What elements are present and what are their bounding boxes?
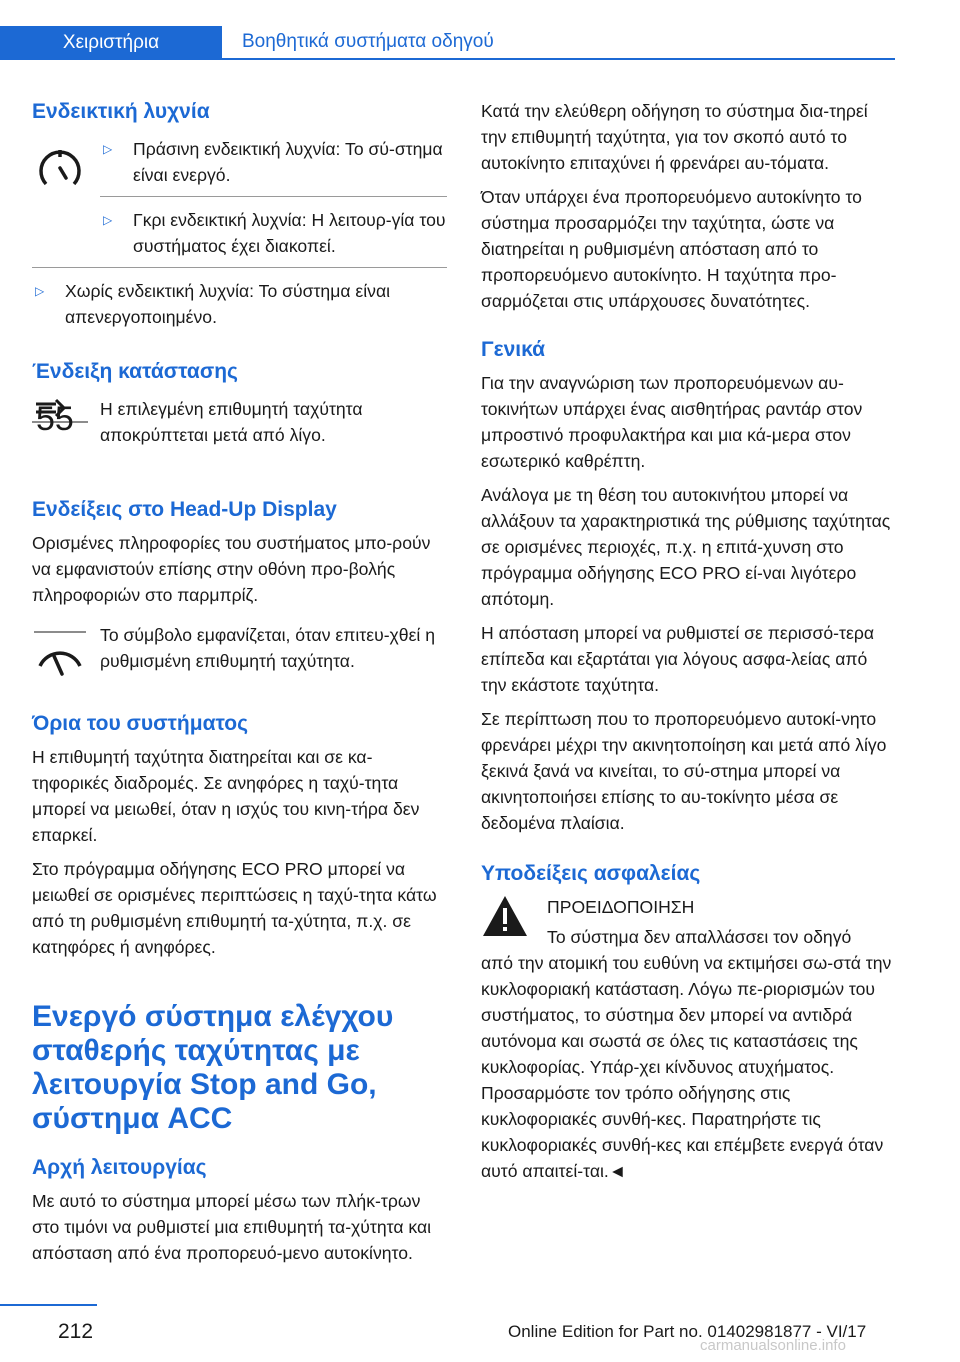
divider <box>32 267 447 268</box>
left-column <box>32 98 447 1274</box>
heading-safety: Υποδείξεις ασφαλείας <box>481 862 701 885</box>
heading-indicator-lamp: Ενδεικτική λυχνία <box>32 100 210 123</box>
heading-operating-principle: Αρχή λειτουργίας <box>32 1156 207 1179</box>
limits-paragraph: Η επιθυμητή ταχύτητα διατηρείται και σε κα-τηφορικές διαδρομές. Σε ανηφόρες η ταχύ-τητα μπορεί να μειωθεί, όταν η ισχύς του κινη-τήρα δεν επαρκεί. <box>32 747 420 845</box>
heading-general: Γενικά <box>481 338 546 361</box>
list-item: ▷ Χωρίς ενδεικτική λυχνία: Το σύστημα είναι απενεργοποιημένο. <box>32 278 447 330</box>
triangle-bullet-icon: ▷ <box>103 142 113 156</box>
principle-text: Με αυτό το σύστημα μπορεί μέσω των πλήκ-τρων στο τιμόνι να ρυθμιστεί μια επιθυμητή τα-χύτητα και απόσταση από ένα προπορευό-μενο αυτοκίνητο. <box>32 1191 432 1263</box>
heading-acc-system: Ενεργό σύστημα ελέγχου σταθερής ταχύτητας με λειτουργία Stop and Go, σύστημα ACC <box>32 1000 394 1135</box>
header <box>0 26 895 60</box>
hud-text: Ορισμένες πληροφορίες του συστήματος μπο-ρούν να εμφανιστούν επίσης στην οθόνη προ-βολής πληροφοριών στο παρμπρίζ. <box>32 533 431 605</box>
heading-hud: Ενδείξεις στο Head-Up Display <box>32 498 337 521</box>
divider <box>100 196 447 197</box>
tab-driver-assistance[interactable]: Βοηθητικά συστήματα οδηγού <box>222 26 895 60</box>
warning-title: ΠΡΟΕΙΔΟΠΟΙΗΣΗ <box>547 897 695 917</box>
warning-body: από την ατομική του ευθύνη να εκτιμήσει σω-στά την κυκλοφοριακή κατάσταση. Λόγω πε-ριορισμών του συστήματος, το σύστημα δεν μπορεί να αντιδρά αυτόνομα και σωστά σε όλες τις καταστάσεις της κυκλοφορίας. Υπάρ-χει κίνδυνος ατυχήματος. Προσαρμόστε τον τρόπο οδήγησης στις κυκλοφοριακές συνθή-κες. Παρατηρήστε τις κυκλοφοριακές συνθή-κες και επέμβετε ενεργά όταν αυτό απαιτεί-ται.◄ <box>481 953 892 1181</box>
page-number: 212 <box>58 1320 94 1343</box>
tab-controls[interactable]: Χειριστήρια <box>0 26 222 60</box>
edition-text: Online Edition for Part no. 01402981877 - VI/17 <box>508 1322 867 1341</box>
warning-triangle-icon <box>481 894 529 942</box>
limits-paragraph: Στο πρόγραμμα οδήγησης ECO PRO μπορεί να μειωθεί σε ορισμένες περιπτώσεις η ταχύ-τητα κάτω από τη ρυθμισμένη επιθυμητή τα-χύτητα, π.χ. σε κατηφόρες ή ανηφόρες. <box>32 859 437 957</box>
triangle-bullet-icon: ▷ <box>35 284 45 298</box>
right-column <box>481 98 896 1192</box>
paragraph: Σε περίπτωση που το προπορευόμενο αυτοκί-νητο φρενάρει μέχρι την ακινητοποίηση και μετά από λίγο ξεκινά ξανά να κινείται, το σύ-στημα μπορεί να ακινητοποιήσει επίσης το αυ-τοκίνητο μέσα σε δεδομένα πλαίσια. <box>481 709 887 833</box>
list-item: ▷ Γκρι ενδεικτική λυχνία: Η λειτουρ-γία του συστήματος έχει διακοπεί. <box>100 207 447 259</box>
status-text: Η επιλεγμένη επιθυμητή ταχύτητα αποκρύπτεται μετά από λίγο. <box>100 399 363 445</box>
paragraph: Η απόσταση μπορεί να ρυθμιστεί σε περισσό-τερα επίπεδα και εξαρτάται για λόγους ασφα-λείας από την εκάστοτε ταχύτητα. <box>481 623 874 695</box>
hud-speed-symbol-icon <box>32 626 88 682</box>
paragraph: Όταν υπάρχει ένα προπορευόμενο αυτοκίνητο το σύστημα προσαρμόζει την ταχύτητα, ώστε να διατηρείται η ρυθμισμένη απόσταση από το προπορευόμενο αυτοκίνητο. Η ταχύτητα προ-σαρμόζεται στις υπάρχουσες δυνατότητες. <box>481 187 862 311</box>
paragraph: Κατά την ελεύθερη οδήγηση το σύστημα δια-τηρεί την επιθυμητή ταχύτητα, για τον σκοπό αυτό το αυτοκίνητο επιταχύνει ή φρενάρει αυ-τόματα. <box>481 101 868 173</box>
warning-intro: Το σύστημα δεν απαλλάσσει τον οδηγό <box>547 927 852 947</box>
watermark: carmanualsonline.info <box>700 1337 846 1354</box>
speedometer-icon <box>32 140 88 196</box>
speed-value: 55 <box>36 400 74 438</box>
paragraph: Ανάλογα με τη θέση του αυτοκινήτου μπορεί να αλλάξουν τα χαρακτηριστικά της ρύθμισης ταχύτητας σε ορισμένες περιοχές, π.χ. η επιτά-χυνση στο πρόγραμμα οδήγησης ECO PRO εί-ναι λιγότερο απότομη. <box>481 485 891 609</box>
hud-symbol-text: Το σύμβολο εμφανίζεται, όταν επιτευ-χθεί η ρυθμισμένη επιθυμητή ταχύτητα. <box>100 625 436 671</box>
footer-divider <box>0 1304 97 1306</box>
triangle-bullet-icon: ▷ <box>103 213 113 227</box>
paragraph: Για την αναγνώριση των προπορευόμενων αυ-τοκινήτων υπάρχει ένας αισθητήρας ραντάρ στον μπροστινό προφυλακτήρα και μια κά-μερα στον εσωτερικό καθρέπτη. <box>481 373 863 471</box>
heading-system-limits: Όρια του συστήματος <box>32 712 249 735</box>
heading-status-display: Ένδειξη κατάστασης <box>32 360 238 383</box>
list-item: ▷ Πράσινη ενδεικτική λυχνία: Το σύ-στημα είναι ενεργό. <box>100 136 447 188</box>
